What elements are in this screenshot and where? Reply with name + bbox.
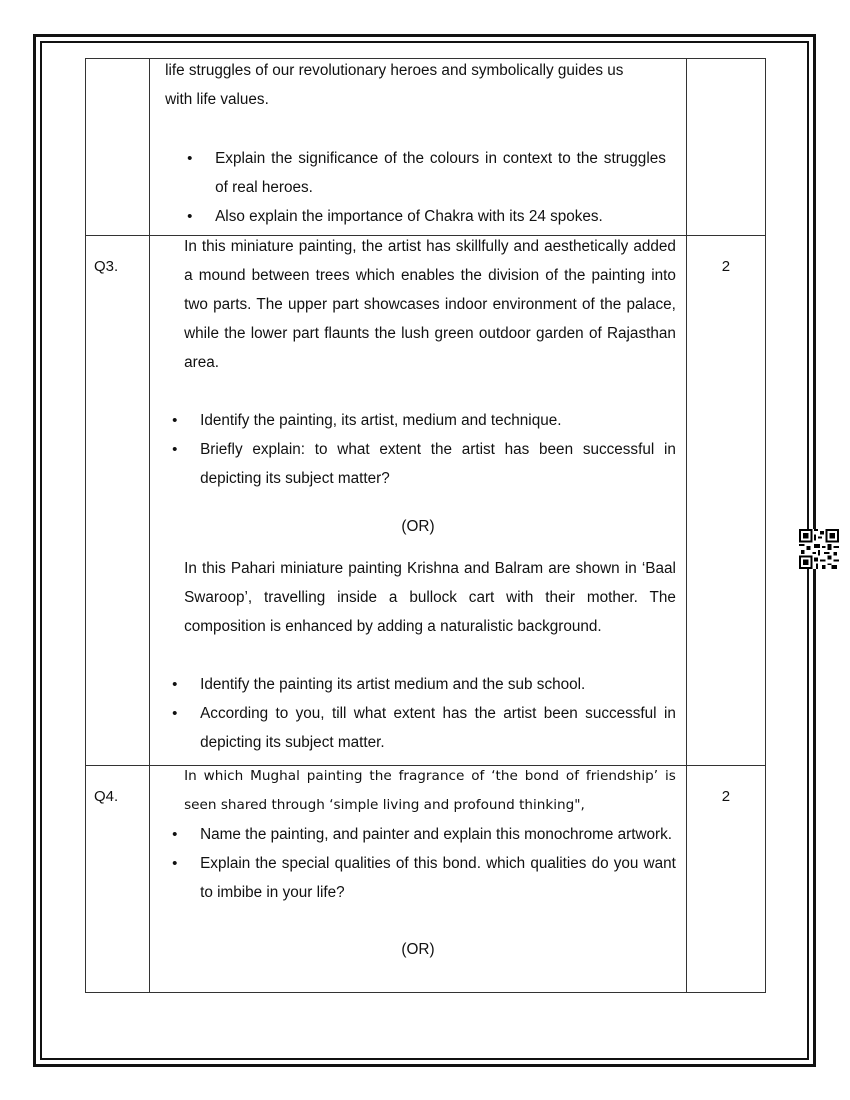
- bullet-item: • Also explain the importance of Chakra with its 24 spokes.: [165, 202, 676, 231]
- marks-value: 2: [721, 258, 731, 275]
- question-row-continued: [86, 59, 766, 236]
- qr-code-icon: [799, 529, 839, 569]
- or-separator: (OR): [401, 941, 435, 958]
- question-text-cell: [150, 236, 687, 766]
- question-paragraph: In this Pahari miniature painting Krishna and Balram are shown in ‘Baal Swaroop’, travelling inside a bullock cart with their mother. The composition is enhanced by adding a naturalistic background.: [184, 560, 676, 635]
- marks-cell: [686, 766, 765, 993]
- text-line: life struggles of our revolutionary heroes and symbolically guides us: [165, 62, 624, 79]
- or-separator: (OR): [401, 518, 435, 535]
- bullet-item: • Identify the painting, its artist, medium and technique.: [150, 406, 686, 435]
- marks-value: 2: [721, 788, 731, 805]
- question-number: Q3.: [94, 258, 119, 275]
- question-text-cell: [150, 766, 687, 993]
- question-row-q3: [86, 236, 766, 766]
- bullet-item: • Identify the painting its artist medium and the sub school.: [150, 670, 686, 699]
- text-line: with life values.: [165, 91, 269, 108]
- question-table: [85, 58, 766, 993]
- marks-cell: [686, 236, 765, 766]
- question-number-cell: [86, 236, 150, 766]
- question-paragraph: In which Mughal painting the fragrance of ‘the bond of friendship’ is seen shared through ‘simple living and profound thinking",: [184, 768, 676, 813]
- bullet-item: • Briefly explain: to what extent the artist has been successful in depicting its subject matter?: [150, 435, 686, 493]
- question-text-cell: [150, 59, 687, 236]
- bullet-item: • Name the painting, and painter and explain this monochrome artwork.: [150, 820, 686, 849]
- bullet-item: • Explain the significance of the colours in context to the struggles of real heroes.: [165, 144, 676, 202]
- question-paragraph: In this miniature painting, the artist has skillfully and aesthetically added a mound between trees which enables the division of the painting into two parts. The upper part showcases indoor environment of the palace, while the lower part flaunts the lush green outdoor garden of Rajasthan area.: [184, 238, 676, 371]
- question-number-cell: [86, 59, 150, 236]
- question-row-q4: [86, 766, 766, 993]
- bullet-item: • According to you, till what extent has the artist been successful in depicting its subject matter.: [150, 699, 686, 757]
- question-number-cell: [86, 766, 150, 993]
- question-number: Q4.: [94, 788, 119, 805]
- bullet-item: • Explain the special qualities of this bond. which qualities do you want to imbibe in your life?: [150, 849, 686, 907]
- marks-cell: [686, 59, 765, 236]
